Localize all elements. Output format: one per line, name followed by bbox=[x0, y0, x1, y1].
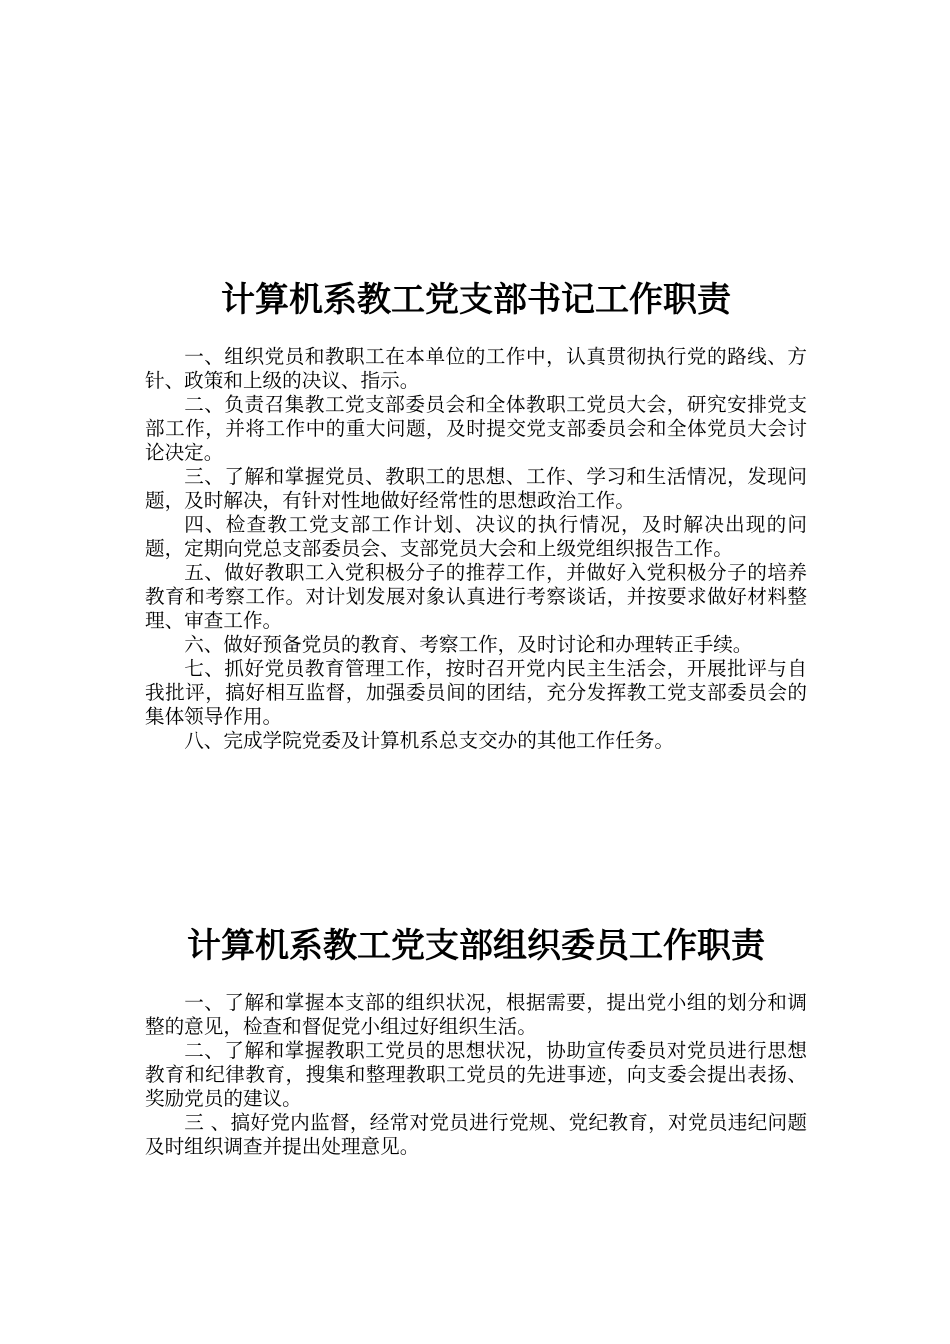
duties-list bbox=[145, 991, 807, 1159]
section-title: 计算机系教工党支部书记工作职责 bbox=[221, 280, 731, 320]
secretary-duties-section bbox=[145, 278, 807, 753]
duty-paragraph: 三、了解和掌握党员、教职工的思想、工作、学习和生活情况，发现问题，及时解决，有针对性地做好经常性的思想政治工作。 bbox=[145, 465, 807, 512]
duty-paragraph: 七、抓好党员教育管理工作，按时召开党内民主生活会，开展批评与自我批评，搞好相互监督，加强委员间的团结，充分发挥教工党支部委员会的集体领导作用。 bbox=[145, 657, 807, 728]
duty-paragraph: 二、了解和掌握教职工党员的思想状况，协助宣传委员对党员进行思想教育和纪律教育，搜集和整理教职工党员的先进事迹，向支委会提出表扬、奖励党员的建议。 bbox=[145, 1039, 807, 1110]
duty-paragraph: 八、完成学院党委及计算机系总支交办的其他工作任务。 bbox=[184, 729, 675, 752]
duty-paragraph: 一、了解和掌握本支部的组织状况，根据需要，提出党小组的划分和调整的意见，检查和督促党小组过好组织生活。 bbox=[145, 991, 807, 1038]
duty-paragraph: 三 、搞好党内监督，经常对党员进行党规、党纪教育，对党员违纪问题及时组织调查并提出处理意见。 bbox=[145, 1111, 807, 1158]
duty-paragraph: 一、组织党员和教职工在本单位的工作中，认真贯彻执行党的路线、方针、政策和上级的决议、指示。 bbox=[145, 345, 807, 392]
duties-list bbox=[145, 345, 807, 753]
duty-paragraph: 四、检查教工党支部工作计划、决议的执行情况，及时解决出现的问题，定期向党总支部委员会、支部党员大会和上级党组织报告工作。 bbox=[145, 513, 807, 560]
duty-paragraph: 二、负责召集教工党支部委员会和全体教职工党员大会，研究安排党支部工作，并将工作中的重大问题，及时提交党支部委员会和全体党员大会讨论决定。 bbox=[145, 393, 807, 464]
duty-paragraph: 五、做好教职工入党积极分子的推荐工作，并做好入党积极分子的培养教育和考察工作。对计划发展对象认真进行考察谈话，并按要求做好材料整理、审查工作。 bbox=[145, 561, 807, 632]
duty-paragraph: 六、做好预备党员的教育、考察工作，及时讨论和办理转正手续。 bbox=[184, 633, 753, 656]
section-title: 计算机系教工党支部组织委员工作职责 bbox=[187, 926, 765, 966]
organization-committee-duties-section bbox=[145, 924, 807, 1159]
